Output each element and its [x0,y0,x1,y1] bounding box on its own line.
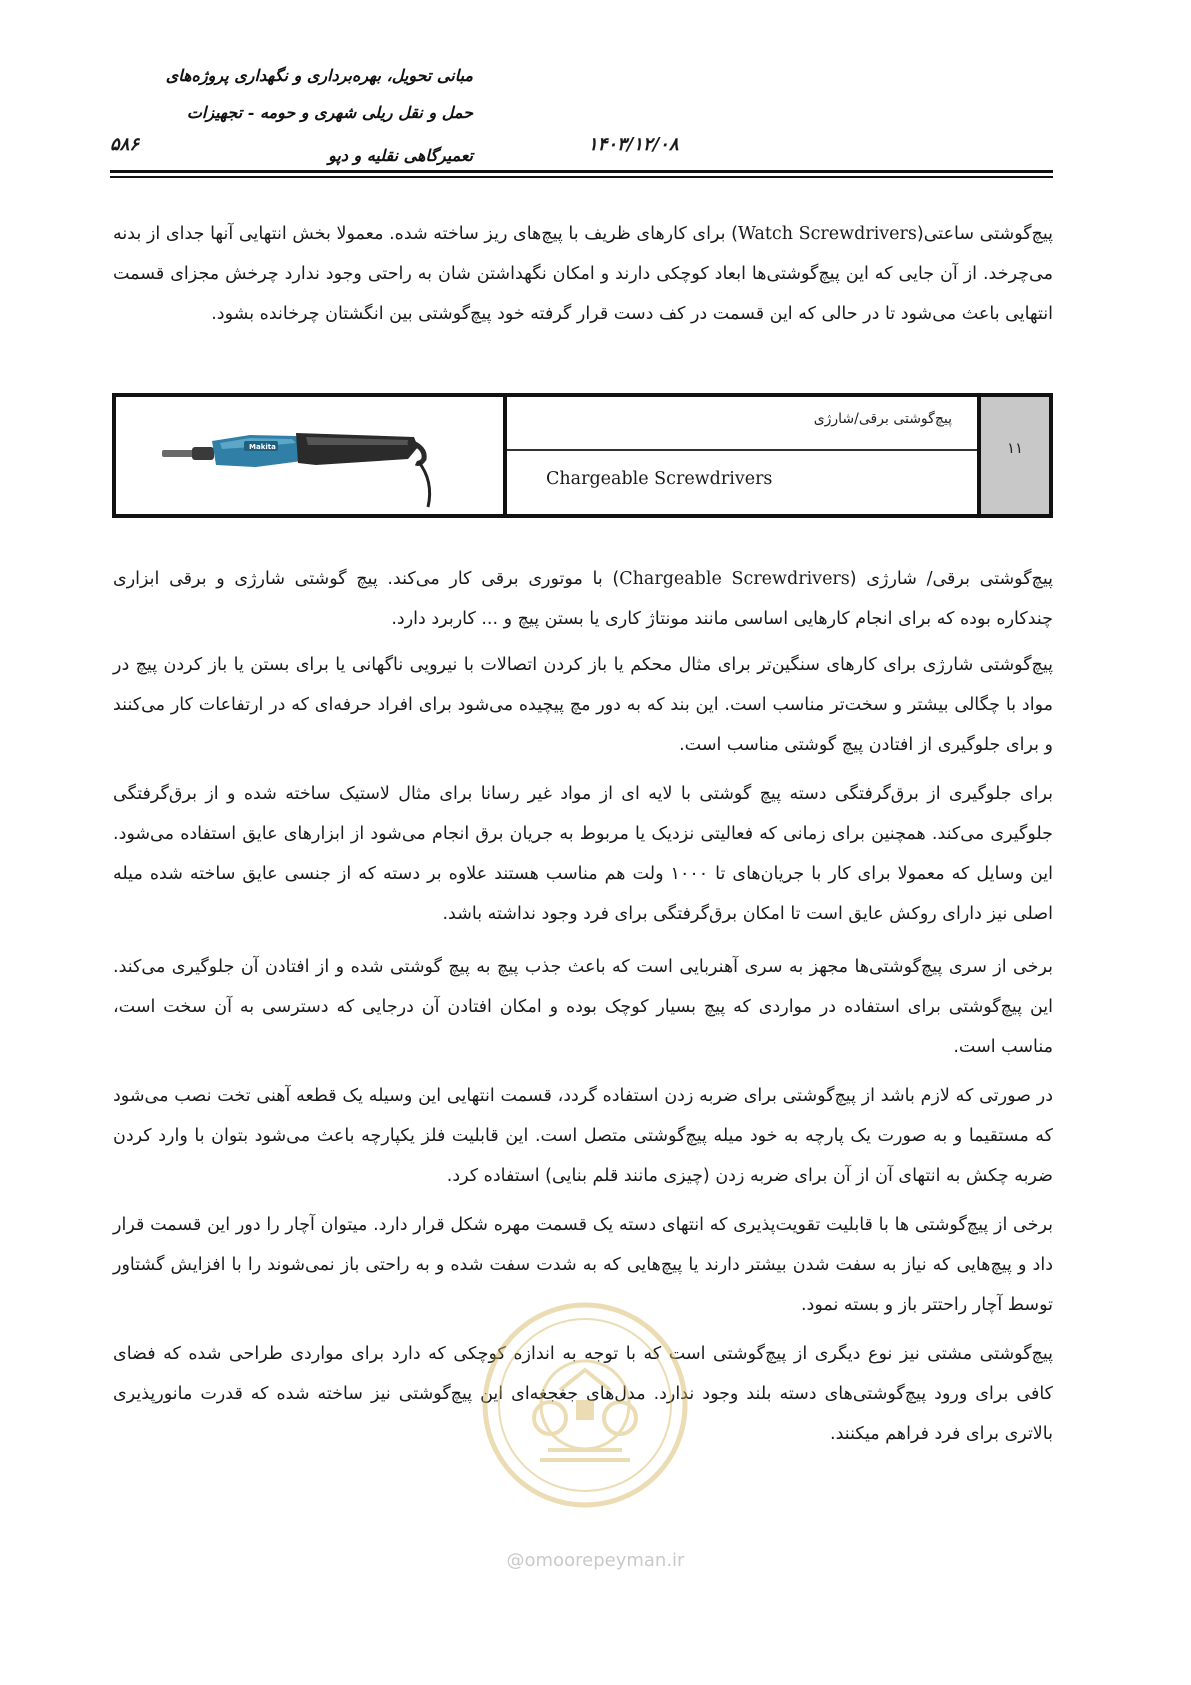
header-title-line2: حمل و نقل ریلی شهری و حومه - تجهیزات [186,103,473,122]
paragraph-stubby: پیچ‌گوشتی مشتی نیز نوع دیگری از پیچ‌گوشتی است که با توجه به اندازه کوچکی که دارد برای مواردی طراحی شده که فضای کافی برای ورود پیچ‌گوشتی‌های دسته بلند وجود ندارد. مدل‌های جغجغه‌ای این پیچ‌گوشتی نیز ساخته شده که قدرت مانورپذیری بالاتری برای فرد فراهم میکنند. [113,1344,1053,1444]
header-rule-thin [110,176,1053,178]
page-number: ۵۸۶ [110,134,140,155]
paragraph-text: پیچ‌گوشتی برقی/ شارژی ( [849,569,1053,589]
paragraph-insulated: برای جلوگیری از برق‌گرفتگی دسته پیچ گوشتی با لایه ای از مواد غیر رسانا برای مثال لاستیک ساخته شده و از برق‌گرفتگی جلوگیری می‌کند. همچنین برای زمانی که فعالیتی نزدیک یا مربوط به جریان برق انجام می‌شود از ابزارهای عایق استفاده می‌شود. این وسایل که معمولا برای کار با جریان‌های تا ۱۰۰۰ ولت هم مناسب هستند علاوه بر دسته که از جنسی عایق ساخته شده میله اصلی نیز دارای روکش عایق است تا امکان برق‌گرفتگی برای فرد وجود نداشته باشد. [113,784,1053,924]
row-number-cell [981,397,1049,514]
header-rule [110,170,1053,173]
term-english: Watch Screwdrivers [738,224,917,244]
watermark-url: @omoorepeyman.ir [506,1550,685,1571]
tool-image [146,403,476,513]
tool-name-fa: پیچ‌گوشتی برقی/شارژی [813,411,952,427]
paragraph-text: ) با موتوری برقی کار می‌کند. پیچ گوشتی شارژی و برقی ابزاری چندکاره بوده که برای انجام کارهایی اساسی مانند مونتاژ کاری یا بستن پیچ و ... کاربرد دارد. [113,569,1053,629]
paragraph-cordless-heavy-duty: پیچ‌گوشتی شارژی برای کارهای سنگین‌تر برای مثال محکم یا باز کردن اتصالات با نیرویی ناگهانی یا برای بستن یا باز کردن پیچ در مواد با چگالی بیشتر و سخت‌تر مناسب است. این بند که به دور مچ پیچیده می‌شود برای افراد حرفه‌ای که در ارتفاعات کار می‌کنند و برای جلوگیری از افتادن پیچ گوشتی مناسب است. [113,655,1053,755]
tool-name-en: Chargeable Screwdrivers [546,469,773,489]
header-date: ۱۴۰۳/۱۲/۰۸ [588,134,679,155]
paragraph-chargeable-screwdrivers [113,559,1053,639]
paragraph-impact: در صورتی که لازم باشد از پیچ‌گوشتی برای ضربه زدن استفاده گردد، قسمت انتهایی این وسیله یک قطعه آهنی تخت نصب می‌شود که مستقیما و به صورت یک پارچه به خود میله پیچ‌گوشتی متصل است. این قابلیت فلز یکپارچه باعث می‌شود بتوان با وارد کردن ضربه چکش به انتهای آن از آن برای ضربه زدن (چیزی مانند قلم بنایی) استفاده کرد. [113,1086,1053,1186]
paragraph-text: ) برای کارهای ظریف با پیچ‌های ریز ساخته شده. معمولا بخش انتهایی آنها جدای از بدنه می‌چرخد. از آن جایی که این پیچ‌گوشتی‌ها ابعاد کوچکی دارند و امکان نگهداشتن شان به راحتی وجود ندارد چرخش مجزای قسمت انتهایی باعث می‌شود تا در حالی که این قسمت در کف دست قرار گرفته خود پیچ‌گوشتی بین انگشتان چرخانده بشود. [113,224,1053,324]
row-number: ۱۱ [1006,439,1024,457]
seal-icon [480,1300,690,1510]
paragraph-reinforced: برخی از پیچ‌گوشتی ها با قابلیت تقویت‌پذیری که انتهای دسته یک قسمت مهره شکل قرار دارد. میتوان آچار را دور این قسمت قرار داد و پیچ‌هایی که نیاز به سفت شدن بیشتر دارند یا پیچ‌هایی که به شدت سفت شده و به راحتی باز نمی‌شوند را با افزایش گشتاور توسط آچار راحتتر باز و بسته نمود. [113,1215,1053,1315]
term-english: Chargeable Screwdrivers [619,569,850,589]
tool-table [112,393,1053,518]
header-title-line1: مبانی تحویل، بهره‌برداری و نگهداری پروژه‌های [165,66,473,85]
electric-screwdriver-icon [146,403,476,513]
table-row-divider [507,449,977,451]
header-title-line3: تعمیرگاهی نقلیه و دپو [328,146,473,165]
paragraph-text: پیچ‌گوشتی ساعتی( [916,224,1054,244]
svg-text:Makita: Makita [249,443,276,451]
paragraph-magnetic: برخی از سری پیچ‌گوشتی‌ها مجهز به سری آهنربایی است که باعث جذب پیچ به پیچ گوشتی شده و از افتادن آن جلوگیری می‌کند. این پیچ‌گوشتی برای استفاده در مواردی که پیچ بسیار کوچک بوده و امکان افتادن آن درجایی که دسترسی به آن سخت است، مناسب است. [113,957,1053,1057]
paragraph-watch-screwdrivers [113,214,1053,334]
